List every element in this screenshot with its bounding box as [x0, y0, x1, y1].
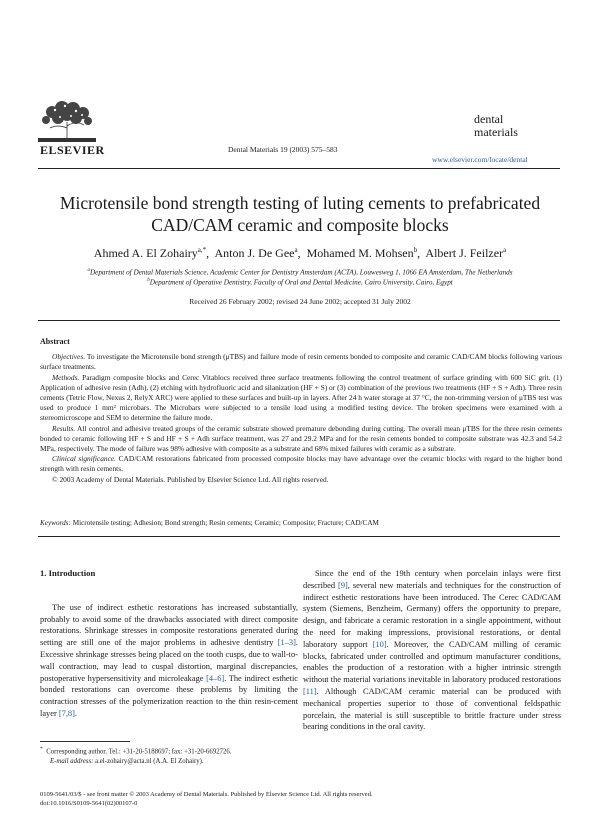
author-affil-mark: a,*	[197, 246, 207, 254]
corresponding-author-footnote	[40, 745, 300, 766]
objectives-text: To investigate the Microtensile bond strength (μTBS) and failure mode of resin cements bonded to composite and ceramic CAD/CAM blocks following various surface treatments.	[40, 352, 563, 372]
affiliation-text: Department of Operative Dentistry, Faculty of Oral and Dental Medicine, Cairo University, Cairo, Egypt	[149, 278, 453, 287]
footnote-symbol: *	[40, 746, 43, 752]
page-footer	[40, 790, 562, 808]
citation-link[interactable]: [7,8]	[58, 708, 75, 718]
email-address: a.el-zohairy@acta.nl (A.A. El Zohairy).	[95, 757, 204, 765]
citation-link[interactable]: [4–6]	[206, 673, 225, 683]
affiliation-mark: a	[87, 268, 90, 273]
abstract-copyright: © 2003 Academy of Dental Materials. Published by Elsevier Science Ltd. All rights reserved.	[52, 474, 329, 484]
publisher-name: ELSEVIER	[40, 143, 105, 157]
intro-paragraph-1	[40, 602, 298, 720]
footnote-contact: Corresponding author. Tel.: +31-20-5188697; fax: +31-20-6692726.	[46, 748, 232, 756]
left-column	[40, 568, 298, 720]
methods-text: Paradigm composite blocks and Cerec Vitablocs received three surface treatments following the control treatment of surface grinding with 600 SiC grit. (1) Application of adhesive resin (Adh), (2) etching with hydrofluoric acid and silanization (HF + S) or (3) combination of the previous two treatments (HF + S + Adh). Three resin cements (Tetric Flow, Nexus 2, RelyX ARC) were applied to these surfaces and built-up in layers. After 24 h water storage at 37 °C, the non-trimming version of μTBS test was used to produce 1 mm² microbars. The Microbars were subjected to a tensile load using a modified testing device. The broken specimens were examined with a stereomicroscope and SEM to determine the failure mode.	[40, 372, 562, 423]
journal-name-line1: dental	[474, 112, 504, 126]
citation-link[interactable]: [11]	[303, 686, 317, 696]
author-name: Anton J. De Gee	[214, 246, 295, 260]
abstract-block	[40, 337, 562, 485]
journal-name	[474, 113, 534, 139]
keywords-text: Microtensile testing; Adhesion; Bond strength; Resin cements; Ceramic; Composite; Fracture; CAD/CAM	[72, 519, 379, 527]
abstract-objectives	[40, 352, 562, 372]
citation-link[interactable]: [9]	[338, 580, 348, 590]
citation-link[interactable]: [10]	[372, 639, 387, 649]
abstract-significance	[40, 454, 562, 474]
journal-name-line2: materials	[474, 125, 518, 139]
keywords-label: Keywords:	[40, 519, 71, 527]
author-name: Ahmed A. El Zohairy	[93, 246, 198, 260]
intro-text: . Although CAD/CAM ceramic material can be produced with mechanical properties superior to those of conventional feldspathic porcelain, the material is still susceptible to brittle fracture under stress bearing conditions in the oral cavity.	[303, 686, 561, 732]
abstract-heading: Abstract	[40, 337, 70, 346]
intro-text: Since the end of the 19th century when porcelain inlays were first described	[303, 569, 561, 590]
elsevier-tree-logo	[38, 98, 96, 142]
abstract-divider-bottom	[38, 536, 560, 537]
header-divider	[38, 168, 560, 169]
significance-label: Clinical significance.	[52, 454, 116, 464]
abstract-results	[40, 424, 562, 455]
title-line-2: CAD/CAM ceramic and composite blocks	[151, 215, 449, 235]
intro-text: .	[74, 708, 77, 718]
article-title	[40, 192, 560, 236]
received-dates: Received 26 February 2002; revised 24 June 2002; accepted 31 July 2002	[189, 297, 411, 306]
intro-text: . Excessive shrinkage stresses being placed on the tooth cusps, due to wall-to-wall contraction, may lead to cuspal distortion, marginal discrepancies, postoperative hypersensitivity and microleakage	[40, 638, 298, 683]
abstract-methods	[40, 373, 562, 424]
email-label: E-mail address:	[50, 757, 94, 765]
author-affil-mark: a	[503, 246, 507, 254]
intro-text: . The indirect esthetic bonded restorations can overcome these problems by limiting the contraction stresses of the polymerization reaction to the thin resin-cement layer	[40, 673, 298, 718]
significance-text: CAD/CAM restorations fabricated from processed composite blocks may have advantage over the ceramic blocks with regard to the higher bond strength with resin cements.	[40, 454, 562, 474]
author-affil-mark: a	[294, 246, 298, 254]
right-column	[303, 568, 561, 733]
intro-text: , several new materials and techniques for the construction of indirect esthetic restorations have been introduced. The Cerec CAD/CAM system (Siemens, Benzheim, Germany) offers the opportunity to prepare, design, and fabricate a ceramic restoration in a single appointment, without the need for making impressions, provisional restorations, or dental laboratory support	[303, 580, 561, 649]
journal-url-link[interactable]: www.elsevier.com/locate/dental	[432, 155, 528, 164]
intro-paragraph-2	[303, 568, 561, 733]
author-name: Albert J. Feilzer	[425, 246, 504, 260]
intro-text: The use of indirect esthetic restorations has increased substantially, probably to avoid some of the drawbacks associated with direct composite restorations. Shrinkage stresses in composite restorations generated during setting are still one of the major problems in adhesive dentistry	[40, 602, 298, 648]
keywords	[40, 519, 562, 527]
author-list: Ahmed A. El Zohairy$^{a,*}$, Anton J. De Gee$^a$, Mohamed M. Mohsen$^b$, Albert J. Feilzer$^a$	[93, 246, 507, 260]
intro-text: . Moreover, the CAD/CAM milling of ceramic blocks, fabricated under controlled and optimum manufacturer conditions, enables the production of a restoration with a higher intrinsic strength without the material variations inevitable in laboratory produced restorations	[303, 639, 561, 685]
author-affil-mark: b	[413, 246, 418, 254]
methods-label: Methods.	[52, 372, 80, 382]
citation-link[interactable]: [1–3]	[277, 638, 296, 648]
footnote-divider	[40, 741, 130, 742]
abstract-divider-top	[38, 320, 560, 321]
affiliation-text: Department of Dental Materials Science, Academic Center for Dentistry Amsterdam (ACTA), Louwesweg 1, 1066 EA Amsterdam, The Netherlands	[89, 268, 513, 277]
footer-doi: doi:10.1016/S0109-5641(02)00107-0	[40, 800, 138, 807]
affiliation	[40, 268, 560, 276]
results-text: All control and adhesive treated groups of the ceramic substrate showed premature debonding during cutting. The overall mean μTBS for the three resin cements bonded to ceramic following HF + S and HF + S + Adh surface treatment, was 27 and 29.2 MPa and for the resin cements bonded to composite substrate was 42.3 and 54.2 MPa, respectively. The mode of failure was 98% adhesive with composite as a substrate and 68% mixed failures with ceramic as a substrate.	[40, 423, 562, 454]
title-line-1: Microtensile bond strength testing of luting cements to prefabricated	[59, 193, 541, 213]
affiliation	[40, 278, 560, 286]
intro-heading: 1. Introduction	[40, 568, 96, 578]
affiliation-mark: b	[147, 278, 150, 283]
footer-copyright: 0109-5641/03/$ - see front matter © 2003 Academy of Dental Materials. Published by Elsevier Science Ltd. All rights reserved.	[40, 791, 373, 798]
objectives-label: Objectives.	[52, 352, 86, 362]
journal-reference: Dental Materials 19 (2003) 575–583	[228, 145, 338, 154]
author-name: Mohamed M. Mohsen	[306, 246, 414, 260]
results-label: Results.	[52, 423, 76, 433]
